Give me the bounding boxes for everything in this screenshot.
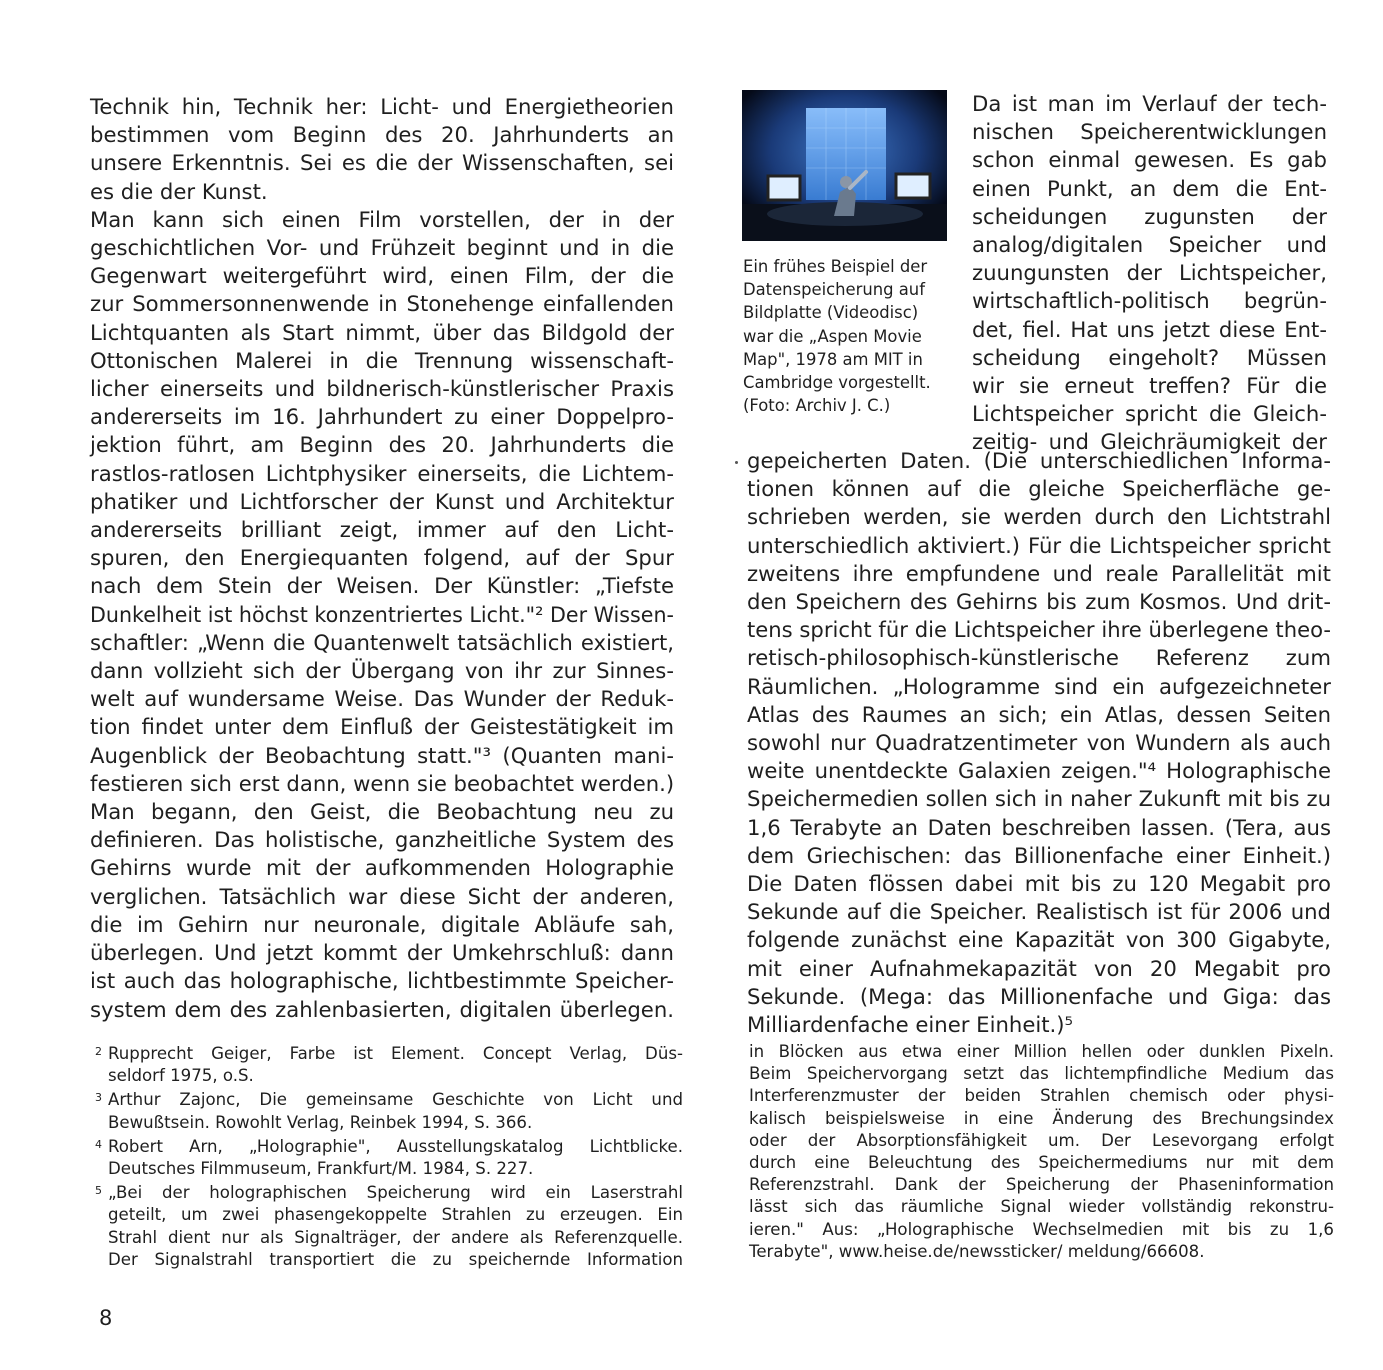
footnote-3 bbox=[95, 1089, 683, 1133]
text-line: licher einerseits und bildnerisch-künstlerischer Praxis bbox=[90, 376, 674, 402]
text-line: Man kann sich einen Film vorstellen, der in der bbox=[90, 206, 674, 232]
footnote-line: durch eine Beleuchtung des Speichermediums nur mit dem bbox=[749, 1153, 1334, 1173]
text-line: ist auch das holographische, lichtbestimmte Speicher- bbox=[90, 968, 674, 994]
footnote-line: lässt sich das räumliche Signal wieder vollständig rekonstru- bbox=[749, 1197, 1334, 1217]
text-line: bestimmen vom Beginn des 20. Jahrhunderts an bbox=[90, 122, 674, 148]
text-line: Gehirns wurde mit der aufkommenden Holographie bbox=[90, 855, 674, 881]
footnote-line: Interferenzmuster der beiden Strahlen chemisch oder physi- bbox=[749, 1086, 1334, 1106]
text-line: 1,6 Terabyte an Daten beschreiben lassen. (Tera, aus bbox=[747, 814, 1331, 840]
text-line: es die der Kunst. bbox=[90, 178, 268, 204]
text-line: gepeicherten Daten. (Die unterschiedlichen Informa- bbox=[747, 448, 1331, 473]
text-line: schrieben werden, sie werden durch den Lichtstrahl bbox=[747, 504, 1331, 530]
footnote-line: geteilt, um zwei phasengekoppelte Strahlen zu erzeugen. Ein bbox=[108, 1205, 683, 1225]
footnote-continuation bbox=[749, 1041, 1334, 1263]
photo-illustration bbox=[742, 90, 947, 241]
text-line: Atlas des Raumes an sich; ein Atlas, dessen Seiten bbox=[747, 701, 1331, 727]
text-line: geschichtlichen Vor- und Frühzeit beginnt und in die bbox=[90, 235, 674, 261]
text-line: definieren. Das holistische, ganzheitliche System des bbox=[90, 827, 674, 853]
text-line: wir sie erneut treffen? Für die bbox=[972, 373, 1327, 399]
text-line: tionen können auf die gleiche Speicherfläche ge- bbox=[747, 476, 1331, 502]
caption-line: Cambridge vorgestellt. bbox=[743, 373, 931, 393]
text-line: Da ist man im Verlauf der tech- bbox=[972, 91, 1327, 116]
footnote-4 bbox=[95, 1136, 683, 1180]
footnote-number: 5 bbox=[95, 1184, 102, 1198]
text-line: zweitens ihre empfundene und reale Parallelität mit bbox=[747, 560, 1331, 586]
right-column-top-text bbox=[972, 90, 1327, 457]
text-line: mit einer Aufnahmekapazität von 20 Megabit pro bbox=[747, 955, 1331, 981]
footnote-line: Bewußtsein. Rowohlt Verlag, Reinbek 1994, S. 366. bbox=[108, 1112, 533, 1132]
text-line: det, fiel. Hat uns jetzt diese Ent- bbox=[972, 316, 1327, 342]
caption-line: Map", 1978 am MIT in bbox=[743, 349, 923, 369]
text-line: schaftler: „Wenn die Quantenwelt tatsächlich existiert, bbox=[90, 629, 674, 655]
footnote-line: Rupprecht Geiger, Farbe ist Element. Concept Verlag, Düs- bbox=[108, 1044, 683, 1063]
text-line: dann vollzieht sich der Übergang von ihr zur Sinnes- bbox=[90, 658, 674, 684]
footnote-number: 2 bbox=[95, 1045, 102, 1058]
footnote-line: ieren." Aus: „Holographische Wechselmedien mit bis zu 1,6 bbox=[749, 1219, 1334, 1239]
text-line: Sekunde. (Mega: das Millionenfache und Giga: das bbox=[747, 983, 1331, 1009]
page-number: 8 bbox=[99, 1306, 113, 1330]
text-line: folgende zunächst eine Kapazität von 300 Gigabyte, bbox=[747, 927, 1331, 953]
text-line: Man begann, den Geist, die Beobachtung neu zu bbox=[90, 799, 674, 825]
text-line: zur Sommersonnenwende in Stonehenge einfallenden bbox=[90, 291, 674, 317]
text-line: rastlos-ratlosen Lichtphysiker einerseits, die Lichtem- bbox=[90, 460, 674, 486]
text-line: einen Punkt, an dem die Ent- bbox=[972, 175, 1327, 201]
text-line: andererseits im 16. Jahrhundert zu einer Doppelpro- bbox=[90, 404, 674, 430]
text-line: tion findet unter dem Einfluß der Geistestätigkeit im bbox=[90, 714, 674, 740]
photo-caption bbox=[743, 255, 958, 417]
text-line: verglichen. Tatsächlich war diese Sicht der anderen, bbox=[90, 883, 674, 909]
caption-line: war die „Aspen Movie bbox=[743, 326, 922, 346]
text-line: sowohl nur Quadratzentimeter von Wundern als auch bbox=[747, 730, 1331, 756]
right-column-text bbox=[747, 447, 1331, 1039]
print-mark bbox=[735, 461, 738, 464]
text-line: festieren sich erst dann, wenn sie beobachtet werden.) bbox=[90, 770, 675, 796]
footnote-line: „Bei der holographischen Speicherung wird ein Laserstrahl bbox=[108, 1183, 683, 1203]
footnote-line: Robert Arn, „Holographie", Ausstellungskatalog Lichtblicke. bbox=[108, 1136, 683, 1156]
caption-line: (Foto: Archiv J. C.) bbox=[743, 396, 891, 416]
text-line: Die Daten flössen dabei mit bis zu 120 Megabit pro bbox=[747, 871, 1331, 897]
text-line: Technik hin, Technik her: Licht- und Energietheorien bbox=[90, 94, 674, 119]
text-line: spuren, den Energiequanten folgend, auf der Spur bbox=[90, 545, 674, 571]
footnote-line: oder der Absorptionsfähigkeit um. Der Lesevorgang erfolgt bbox=[749, 1130, 1334, 1150]
text-line: phatiker und Lichtforscher der Kunst und Architektur bbox=[90, 488, 674, 514]
text-line: zeitig- und Gleichräumigkeit der bbox=[972, 429, 1327, 455]
text-line: schon einmal gewesen. Es gab bbox=[972, 147, 1327, 173]
text-line: den Speichern des Gehirns bis zum Kosmos. Und drit- bbox=[747, 589, 1331, 615]
text-line: unsere Erkenntnis. Sei es die der Wissenschaften, sei bbox=[90, 150, 674, 176]
footnote-line: Beim Speichervorgang setzt das lichtempfindliche Medium das bbox=[749, 1064, 1334, 1084]
text-line: nach dem Stein der Weisen. Der Künstler: „Tiefste bbox=[90, 573, 674, 599]
caption-line: Datenspeicherung auf bbox=[743, 280, 925, 300]
text-line: Lichtspeicher spricht die Gleich- bbox=[972, 401, 1327, 427]
text-line: Dunkelheit ist höchst konzentriertes Licht."² Der Wissen- bbox=[90, 601, 674, 627]
footnote-line: in Blöcken aus etwa einer Million hellen oder dunklen Pixeln. bbox=[749, 1042, 1334, 1061]
aspen-movie-map-photo bbox=[742, 90, 947, 241]
footnote-line: Arthur Zajonc, Die gemeinsame Geschichte von Licht und bbox=[108, 1090, 683, 1110]
left-column-text bbox=[90, 93, 674, 1024]
text-line: tens spricht für die Lichtspeicher ihre überlegene theo- bbox=[747, 617, 1332, 643]
caption-line: Bildplatte (Videodisc) bbox=[743, 303, 919, 323]
text-line: Räumlichen. „Hologramme sind ein aufgezeichneter bbox=[747, 673, 1331, 699]
text-line: unterschiedlich aktiviert.) Für die Lichtspeicher spricht bbox=[747, 532, 1331, 558]
footnote-line: Terabyte", www.heise.de/newssticker/ meldung/66608. bbox=[749, 1241, 1205, 1261]
text-line: welt auf wundersame Weise. Das Wunder der Reduk- bbox=[90, 686, 674, 712]
text-line: weite unentdeckte Galaxien zeigen."⁴ Holographische bbox=[747, 758, 1331, 784]
text-line: nischen Speicherentwicklungen bbox=[972, 119, 1327, 145]
footnote-line: seldorf 1975, o.S. bbox=[108, 1066, 254, 1086]
text-line: die im Gehirn nur neuronale, digitale Abläufe sah, bbox=[90, 911, 674, 937]
footnote-2 bbox=[95, 1043, 683, 1087]
text-line: analog/digitalen Speicher und bbox=[972, 232, 1327, 258]
text-line: scheidungen zugunsten der bbox=[972, 203, 1327, 229]
footnote-number: 3 bbox=[95, 1091, 102, 1105]
text-line: andererseits brilliant zeigt, immer auf den Licht- bbox=[90, 517, 674, 543]
text-line: retisch-philosophisch-künstlerische Referenz zum bbox=[747, 645, 1331, 671]
text-line: Gegenwart weitergeführt wird, einen Film, der die bbox=[90, 263, 674, 289]
text-line: Lichtquanten als Start nimmt, über das Bildgold der bbox=[90, 319, 674, 345]
caption-line: Ein frühes Beispiel der bbox=[743, 257, 928, 276]
text-line: dem Griechischen: das Billionenfache einer Einheit.) bbox=[747, 842, 1331, 868]
text-line: system dem des zahlenbasierten, digitalen überlegen. bbox=[90, 996, 674, 1022]
text-line: überlegen. Und jetzt kommt der Umkehrschluß: dann bbox=[90, 940, 674, 966]
text-line: Ottonischen Malerei in die Trennung wissenschaft- bbox=[90, 347, 674, 373]
footnote-line: Der Signalstrahl transportiert die zu speichernde Information bbox=[108, 1249, 683, 1269]
text-line: zuungunsten der Lichtspeicher, bbox=[972, 260, 1327, 286]
text-line: wirtschaftlich-politisch begrün- bbox=[972, 288, 1327, 314]
footnote-line: Strahl dient nur als Signalträger, der andere als Referenzquelle. bbox=[108, 1227, 683, 1247]
footnote-5 bbox=[95, 1182, 683, 1271]
text-line: Augenblick der Beobachtung statt."³ (Quanten mani- bbox=[90, 742, 674, 768]
text-line: jektion führt, am Beginn des 20. Jahrhunderts die bbox=[90, 432, 674, 458]
text-line: Milliardenfache einer Einheit.)⁵ bbox=[747, 1012, 1074, 1038]
footnotes bbox=[95, 1043, 683, 1271]
text-line: scheidung eingeholt? Müssen bbox=[972, 344, 1327, 370]
text-line: Sekunde auf die Speicher. Realistisch ist für 2006 und bbox=[747, 899, 1331, 925]
footnote-line: Deutsches Filmmuseum, Frankfurt/M. 1984, S. 227. bbox=[108, 1159, 534, 1179]
text-line: Speichermedien sollen sich in naher Zukunft mit bis zu bbox=[747, 786, 1331, 812]
footnote-number: 4 bbox=[95, 1137, 102, 1151]
footnote-line: Referenzstrahl. Dank der Speicherung der Phaseninformation bbox=[749, 1175, 1334, 1195]
footnote-line: kalisch beispielsweise in eine Änderung des Brechungsindex bbox=[749, 1108, 1334, 1128]
